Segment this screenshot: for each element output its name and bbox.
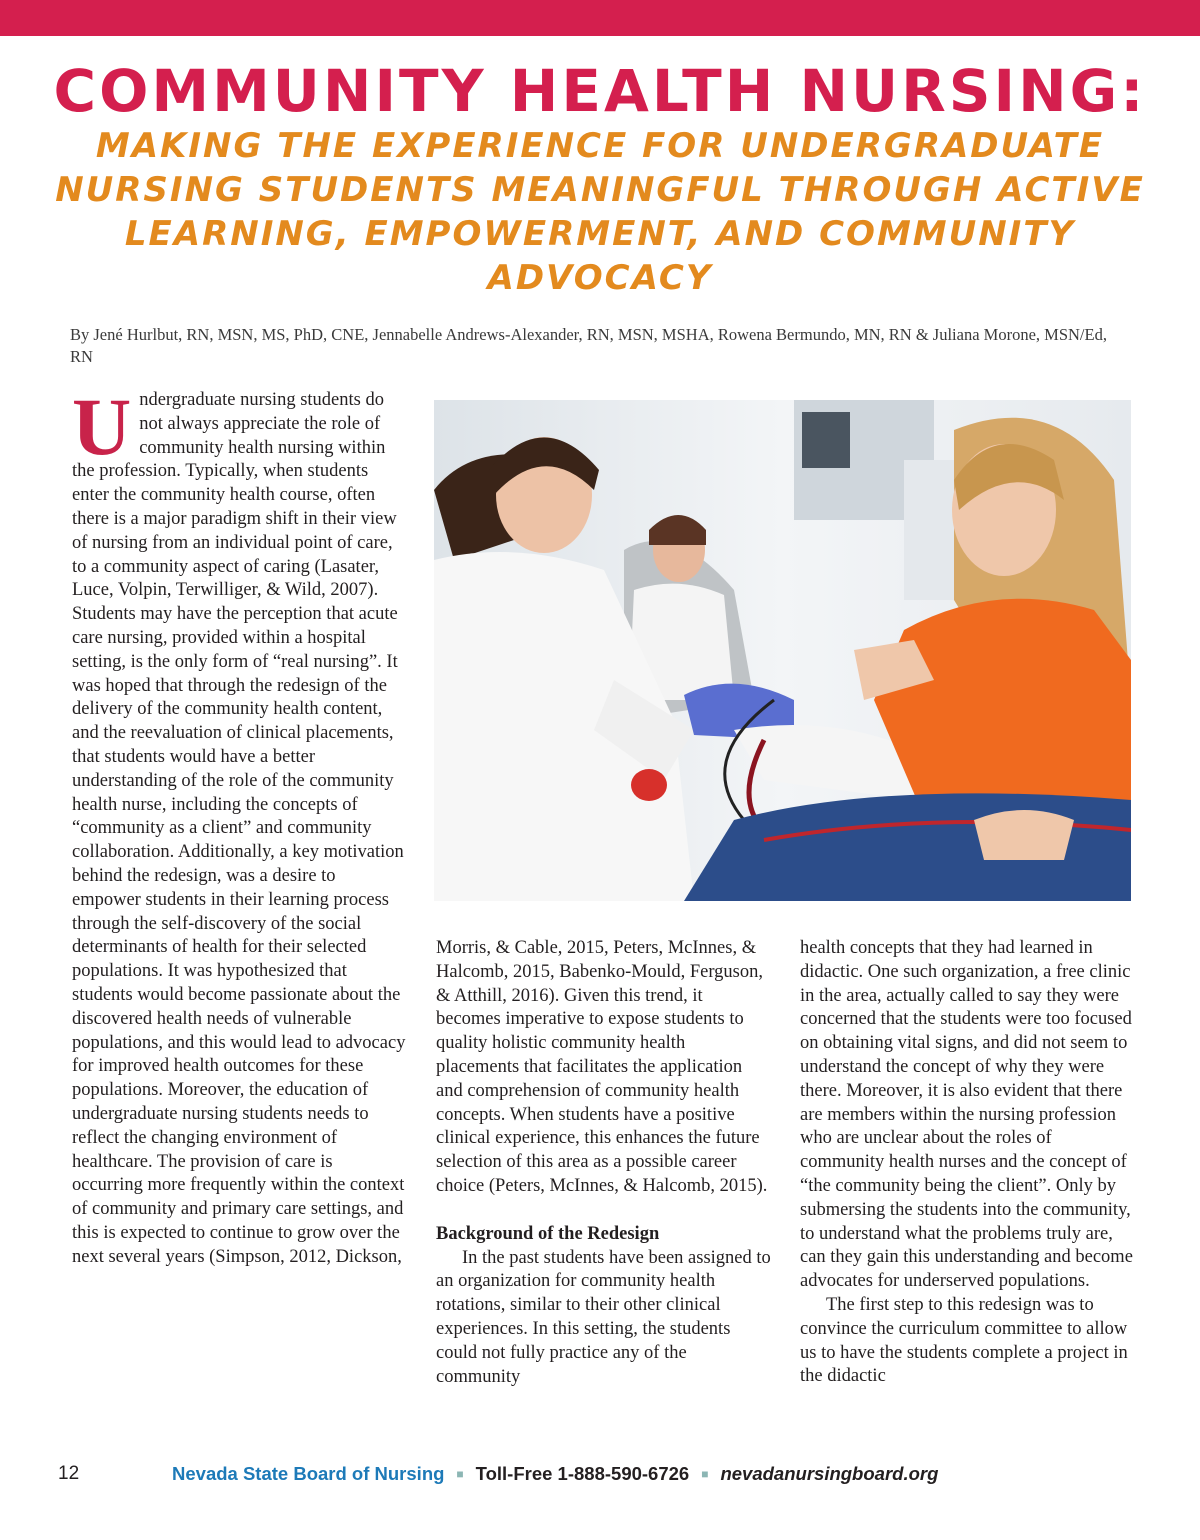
article-column-2 (436, 937, 771, 1389)
footer-website-link[interactable]: nevadanursingboard.org (720, 1463, 939, 1484)
nursing-photo (434, 400, 1131, 901)
drop-cap: U (72, 381, 132, 472)
page-number: 12 (58, 1463, 80, 1484)
footer-separator-icon: ■ (701, 1467, 709, 1481)
article-title: COMMUNITY HEALTH NURSING: (53, 57, 1147, 125)
article-column-1 (72, 381, 408, 1269)
top-color-bar (0, 0, 1200, 36)
footer-phone: Toll-Free 1-888-590-6726 (475, 1463, 690, 1484)
footer-separator-icon: ■ (456, 1467, 464, 1481)
column-2-paragraph: Morris, & Cable, 2015, Peters, McInnes, & Halcomb, 2015, Babenko-Mould, Ferguson, & Atthill, 2016). Given this trend, it becomes imperative to expose students to quality holistic community health placements that facilitates the application and comprehension of community health concepts. When students have a positive clinical experience, this enhances the future selection of this area as a possible career choice (Peters, McInnes, & Halcomb, 2015). (436, 938, 768, 1196)
footer-bar (172, 1463, 938, 1485)
article-column-3 (800, 937, 1135, 1389)
article-subtitle: MAKING THE EXPERIENCE FOR UNDERGRADUATE NURSING STUDENTS MEANINGFUL THROUGH ACTIVE LEARNING, EMPOWERMENT, AND COMMUNITY ADVOCACY (55, 126, 1145, 298)
footer-org-name: Nevada State Board of Nursing (172, 1463, 445, 1484)
column-3-paragraph-2: The first step to this redesign was to convince the curriculum committee to allow us to have the students complete a project in the didactic (800, 1294, 1128, 1387)
author-byline: By Jené Hurlbut, RN, MSN, MS, PhD, CNE, Jennabelle Andrews-Alexander, RN, MSN, MSHA, Rowena Bermundo, MN, RN & Juliana Morone, MSN/Ed, RN (70, 325, 1107, 366)
intro-paragraph: ndergraduate nursing students do not always appreciate the role of community health nursing within the profession. Typically, when students enter the community health course, often there is a major paradigm shift in their view of nursing from an individual point of care, to a community aspect of caring (Lasater, Luce, Volpin, Terwilliger, & Wild, 2007). Students may have the perception that acute care nursing, provided within a hospital setting, is the only form of “real nursing”. It was hoped that through the redesign of the delivery of the community health content, and the reevaluation of clinical placements, that students would have a better understanding of the role of the community health nurse, including the concepts of “community as a client” and community collaboration. Additionally, a key motivation behind the redesign, was a desire to empower students in their learning process through the self-discovery of the social determinants of health for their selected populations. It was hypothesized that students would become passionate about the discovered health needs of vulnerable populations, and this would lead to advocacy for improved health outcomes for these populations. Moreover, the education of undergraduate nursing students needs to reflect the changing environment of healthcare. The provision of care is occurring more frequently within the context of community and primary care settings, and this is expected to continue to grow over the next several years (Simpson, 2012, Dickson, (72, 390, 406, 1267)
background-paragraph: In the past students have been assigned to an organization for community health rotations, similar to their other clinical experiences. In this setting, the students could not fully practice any of the community (436, 1247, 771, 1387)
blood-donation-illustration (434, 400, 1131, 901)
column-3-paragraph: health concepts that they had learned in didactic. One such organization, a free clinic in the area, actually called to say they were concerned that the students were too focused on obtaining vital signs, and did not seem to understand the concept of why they were there. Moreover, it is also evident that there are members within the nursing profession who are unclear about the roles of community health nurses and the concept of “the community being the client”. Only by submersing the students into the community, to understand what the problems truly are, can they gain this understanding and become advocates for underserved populations. (800, 938, 1133, 1292)
section-heading: Background of the Redesign (436, 1223, 660, 1244)
